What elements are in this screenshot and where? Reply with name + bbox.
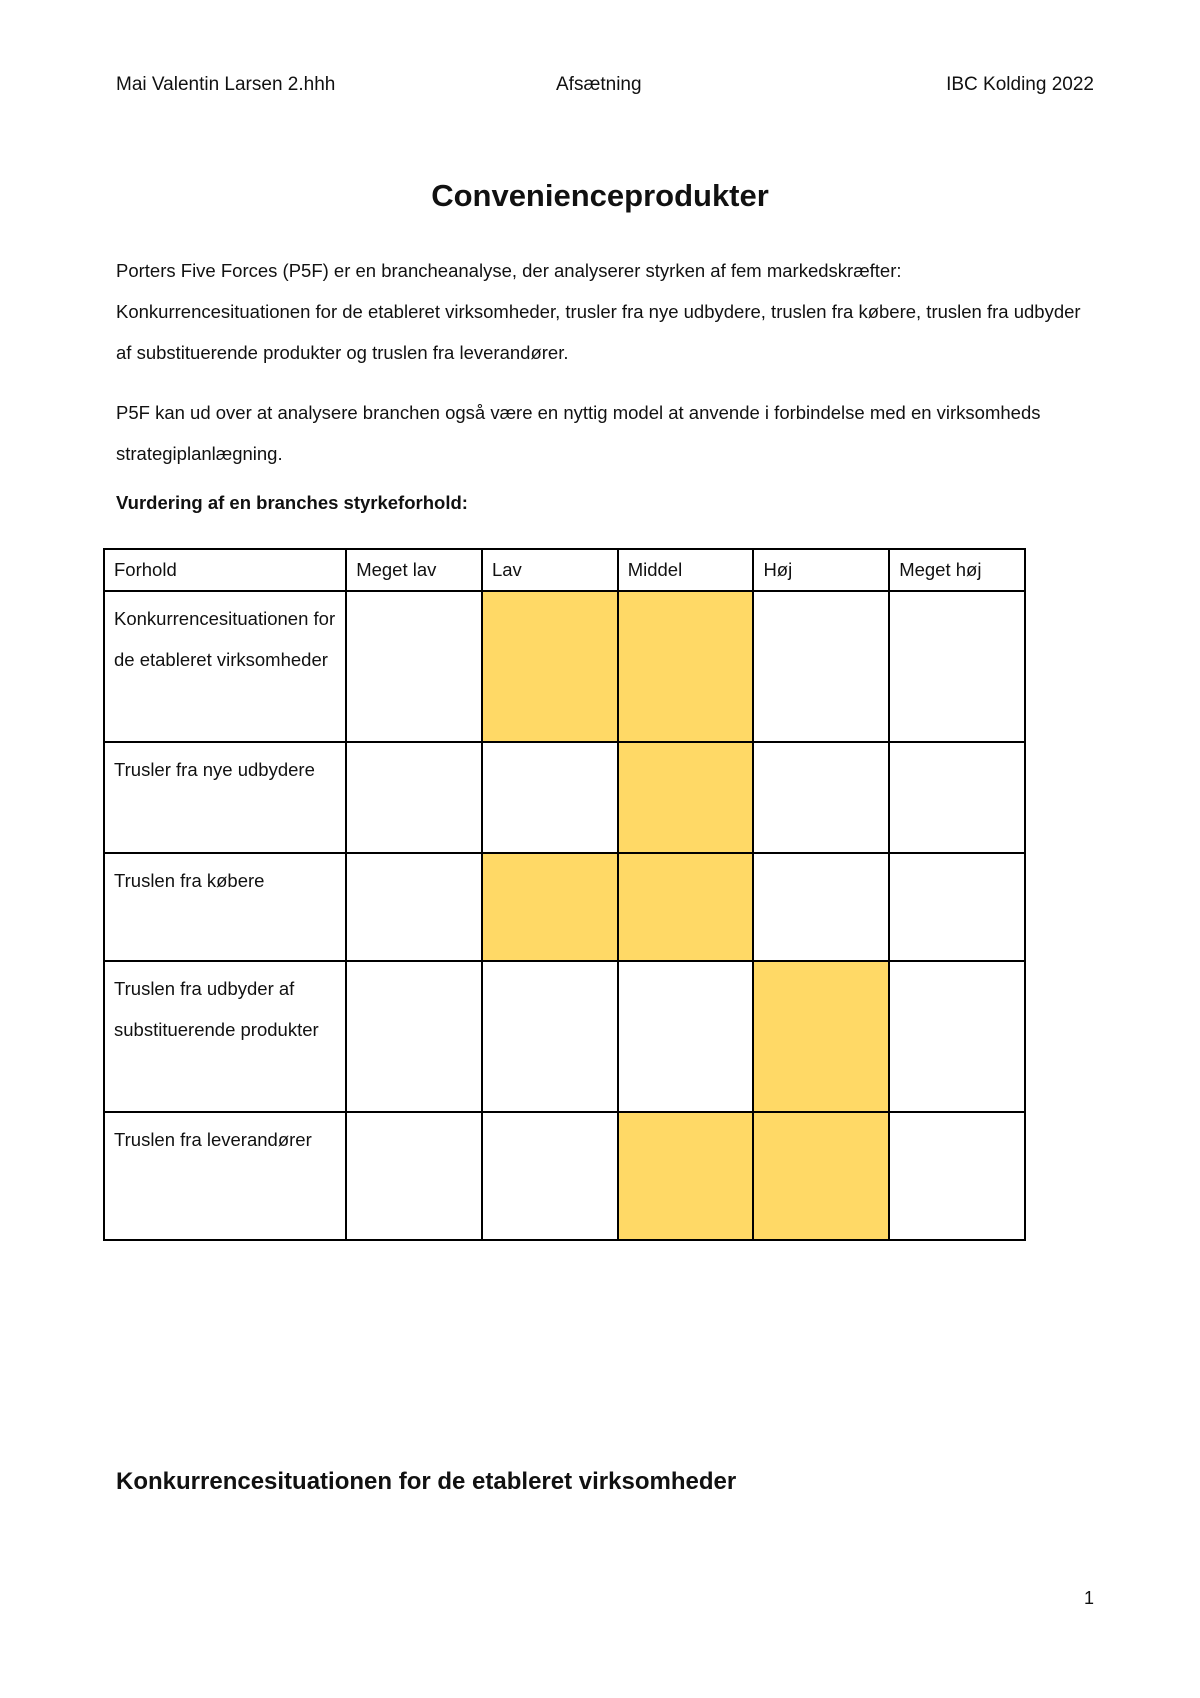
page-header xyxy=(116,74,1094,102)
rating-cell-marked xyxy=(618,742,754,853)
table-heading: Vurdering af en branches styrkeforhold: xyxy=(116,492,468,513)
column-header-meget-hoj: Meget høj xyxy=(889,549,1025,591)
rating-cell xyxy=(889,853,1025,961)
strategy-paragraph: P5F kan ud over at analysere branchen også være en nyttig model at anvende i forbindelse med en virksomheds strategiplanlægning. xyxy=(116,402,1041,464)
row-label: Truslen fra købere xyxy=(104,853,346,961)
rating-cell xyxy=(753,591,889,742)
rating-cell xyxy=(889,1112,1025,1240)
row-label: Konkurrencesituationen for de etableret virksomheder xyxy=(104,591,346,742)
page-title: Convenienceprodukter xyxy=(431,178,769,213)
rating-cell xyxy=(889,591,1025,742)
rating-cell xyxy=(346,961,482,1112)
forces-rating-table xyxy=(103,548,1026,1241)
page-number: 1 xyxy=(1083,1588,1094,1608)
rating-cell xyxy=(346,591,482,742)
rating-cell xyxy=(753,742,889,853)
table-row xyxy=(104,853,1025,961)
rating-cell xyxy=(346,1112,482,1240)
column-header-lav: Lav xyxy=(482,549,618,591)
header-school: IBC Kolding 2022 xyxy=(946,74,1094,95)
row-label: Truslen fra udbyder af substituerende produkter xyxy=(104,961,346,1112)
rating-cell xyxy=(753,853,889,961)
table-row xyxy=(104,742,1025,853)
table-row xyxy=(104,591,1025,742)
table-row xyxy=(104,1112,1025,1240)
rating-cell xyxy=(618,961,754,1112)
column-header-hoj: Høj xyxy=(753,549,889,591)
rating-cell-marked xyxy=(618,853,754,961)
rating-cell-marked xyxy=(753,961,889,1112)
rating-cell xyxy=(482,1112,618,1240)
intro-paragraph: Porters Five Forces (P5F) er en brancheanalyse, der analyserer styrken af fem markedskræfter: Konkurrencesituationen for de etableret virksomheder, trusler fra nye udbydere, truslen fra købere, truslen fra udbyder af substituerende produkter og truslen fra leverandører. xyxy=(116,260,1081,363)
header-author: Mai Valentin Larsen 2.hhh xyxy=(116,74,336,95)
column-header-meget-lav: Meget lav xyxy=(346,549,482,591)
header-subject: Afsætning xyxy=(556,74,642,95)
rating-cell xyxy=(889,742,1025,853)
rating-cell xyxy=(346,742,482,853)
rating-cell-marked xyxy=(753,1112,889,1240)
rating-cell-marked xyxy=(618,1112,754,1240)
table-row xyxy=(104,961,1025,1112)
row-label: Trusler fra nye udbydere xyxy=(104,742,346,853)
rating-cell xyxy=(889,961,1025,1112)
column-header-forhold: Forhold xyxy=(104,549,346,591)
table-header-row xyxy=(104,549,1025,591)
rating-cell xyxy=(346,853,482,961)
rating-cell-marked xyxy=(482,853,618,961)
rating-cell xyxy=(482,742,618,853)
row-label: Truslen fra leverandører xyxy=(104,1112,346,1240)
rating-cell xyxy=(482,961,618,1112)
rating-cell-marked xyxy=(618,591,754,742)
column-header-middel: Middel xyxy=(618,549,754,591)
section-heading: Konkurrencesituationen for de etableret virksomheder xyxy=(116,1468,737,1495)
rating-cell-marked xyxy=(482,591,618,742)
